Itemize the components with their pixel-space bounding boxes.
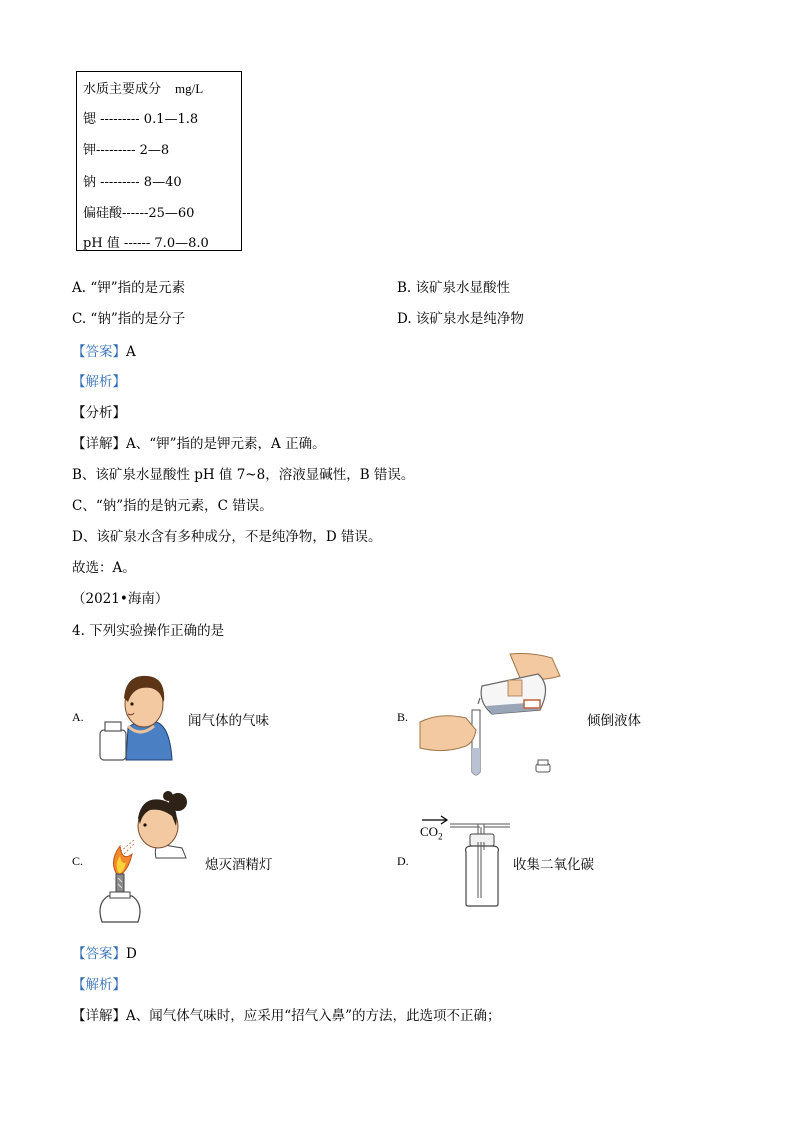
q3-detail-line-2: B、该矿泉水显酸性 pH 值 7~8，溶液显碱性，B 错误。 — [72, 467, 415, 483]
q3-option-c: C. “钠”指的是分子 — [72, 311, 186, 327]
q3-detail-line-3: C、“钠”指的是钠元素，C 错误。 — [72, 498, 273, 514]
q3-option-b: B. 该矿泉水显酸性 — [397, 280, 511, 296]
q4-analysis-tag: 【解析】 — [72, 977, 126, 993]
q3-option-d: D. 该矿泉水是纯净物 — [397, 311, 524, 327]
q3-conclusion: 故选：A。 — [72, 560, 136, 576]
q4-answer-value: D — [126, 946, 137, 962]
table-row-sodium: 钠 --------- 8—40 — [83, 175, 182, 190]
co2-label-subscript: 2 — [438, 831, 443, 842]
q4-detail-line — [72, 1004, 501, 1024]
q4-answer-tag: 【答案】 — [72, 946, 126, 962]
q4-detail-text: A、闻气体气味时，应采用“招气入鼻”的方法，此选项不正确； — [126, 1008, 501, 1024]
q3-answer-value: A — [126, 344, 136, 360]
q4-detail-tag: 【详解】 — [72, 1008, 126, 1024]
q3-option-a: A. “钾”指的是元素 — [72, 280, 186, 296]
q3-analysis-tag: 【解析】 — [72, 374, 126, 390]
q4-option-a-letter: A. — [72, 710, 84, 724]
table-header — [83, 78, 203, 97]
table-row-metasilicic-acid: 偏硅酸------25—60 — [83, 206, 195, 221]
alcohol-lamp-illustration — [98, 792, 194, 928]
q4-option-b-caption: 倾倒液体 — [587, 713, 641, 729]
water-quality-table — [76, 71, 242, 251]
q4-option-c-caption: 熄灭酒精灯 — [205, 857, 273, 873]
q4-option-d-letter: D. — [397, 854, 409, 868]
table-header-unit: mg/L — [175, 81, 204, 96]
table-row-strontium: 锶 --------- 0.1—1.8 — [83, 112, 199, 127]
q4-option-b-letter: B. — [397, 710, 409, 724]
q3-fenxi-tag: 【分析】 — [72, 405, 126, 421]
smelling-gas-illustration — [98, 668, 176, 762]
table-row-ph: pH 值 ------ 7.0—8.0 — [83, 236, 209, 251]
q3-answer-tag: 【答案】 — [72, 344, 126, 360]
q3-detail-line-1: 【详解】A、“钾”指的是钾元素，A 正确。 — [72, 436, 326, 452]
q4-answer — [72, 942, 137, 962]
table-row-potassium: 钾--------- 2—8 — [83, 143, 170, 158]
q3-answer — [72, 340, 136, 360]
co2-label-main: CO — [420, 824, 439, 839]
q4-stem: 4. 下列实验操作正确的是 — [72, 623, 225, 639]
q4-option-c-letter: C. — [72, 854, 84, 868]
pouring-liquid-illustration — [420, 652, 570, 780]
gas-collection-bottle-illustration — [420, 812, 520, 912]
q4-option-a-caption: 闻气体的气味 — [188, 713, 269, 729]
q4-option-d-caption: 收集二氧化碳 — [513, 857, 594, 873]
q3-detail-line-4: D、该矿泉水含有多种成分，不是纯净物，D 错误。 — [72, 529, 382, 545]
q4-source: （2021•海南） — [72, 591, 169, 607]
table-header-title: 水质主要成分 — [83, 82, 162, 97]
